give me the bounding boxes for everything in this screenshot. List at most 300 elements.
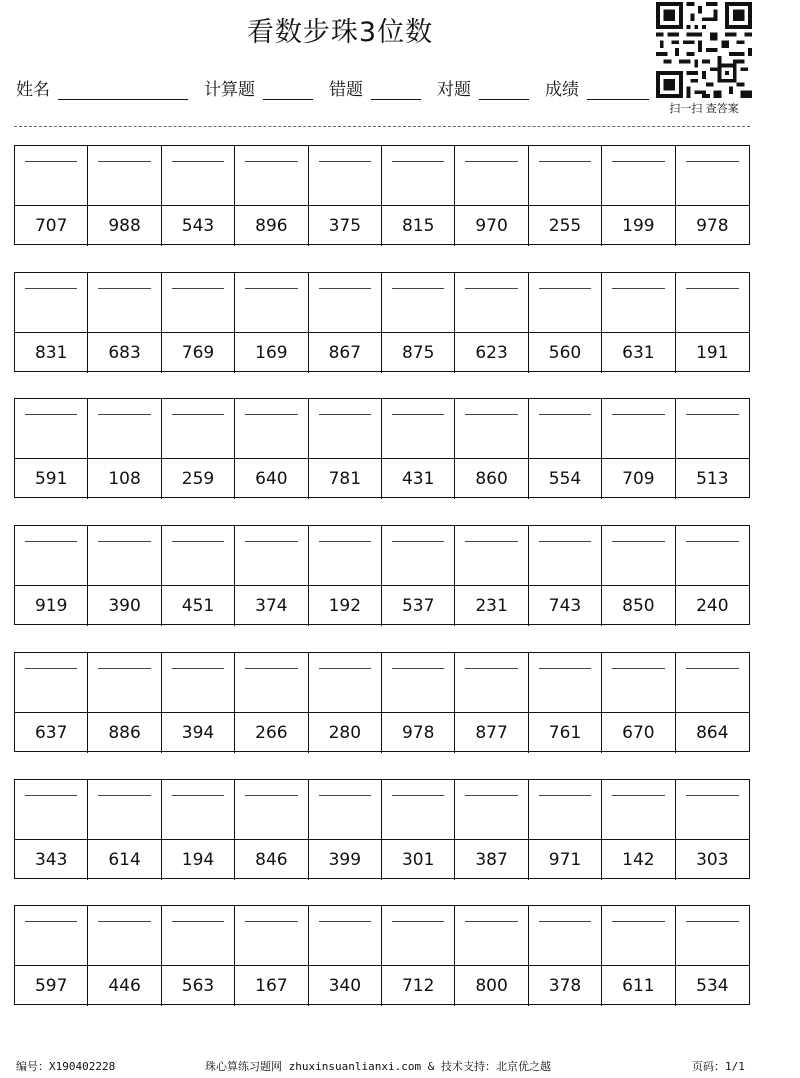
abacus-beam-line <box>319 795 371 796</box>
problem-number: 513 <box>696 469 729 490</box>
number-cell <box>88 966 161 1006</box>
info-label: 对题 <box>437 80 471 100</box>
footer-code: 编号：X190402228 <box>16 1060 116 1073</box>
problem-number: 988 <box>108 216 141 236</box>
problem-number: 670 <box>622 722 655 743</box>
problem-number: 451 <box>181 596 215 617</box>
abacus-beam-line <box>539 921 591 922</box>
abacus-drawing-cell[interactable] <box>235 780 308 840</box>
problem-number: 743 <box>548 596 582 617</box>
problem-number: 374 <box>255 596 288 617</box>
qr-code-icon <box>656 2 752 98</box>
abacus-beam-line <box>392 668 444 669</box>
abacus-beam-line <box>465 161 517 162</box>
number-cell <box>162 586 235 626</box>
abacus-beam-line <box>245 161 297 162</box>
problem-number: 712 <box>401 976 435 997</box>
problem-number: 191 <box>696 342 729 363</box>
abacus-beam-line <box>98 541 150 542</box>
number-cell <box>455 840 528 880</box>
abacus-beam-line <box>172 414 224 415</box>
abacus-drawing-cell[interactable] <box>88 526 161 586</box>
abacus-drawing-cell[interactable] <box>235 399 308 459</box>
number-cell <box>235 206 308 246</box>
problem-number: 199 <box>622 216 655 236</box>
abacus-drawing-cell[interactable] <box>162 780 235 840</box>
abacus-drawing-cell[interactable] <box>602 146 675 206</box>
exercise-block <box>14 905 750 1005</box>
abacus-beam-line <box>539 414 591 415</box>
abacus-beam-line <box>245 288 297 289</box>
abacus-beam-line <box>245 414 297 415</box>
number-cell <box>309 459 382 499</box>
abacus-beam-line <box>612 161 664 162</box>
abacus-drawing-cell[interactable] <box>382 780 455 840</box>
number-cell <box>455 966 528 1006</box>
abacus-drawing-cell[interactable] <box>162 653 235 713</box>
exercise-block <box>14 272 750 372</box>
number-cell <box>382 840 455 880</box>
abacus-drawing-cell[interactable] <box>455 399 528 459</box>
problem-number: 769 <box>181 342 215 363</box>
abacus-drawing-cell[interactable] <box>382 653 455 713</box>
number-cell <box>88 713 161 753</box>
problem-number: 761 <box>548 722 582 743</box>
problem-number: 970 <box>475 216 508 236</box>
number-cell <box>309 840 382 880</box>
problem-number: 259 <box>181 469 215 490</box>
abacus-beam-line <box>612 288 664 289</box>
abacus-drawing-cell[interactable] <box>382 526 455 586</box>
number-cell <box>602 459 675 499</box>
problem-number: 446 <box>108 976 141 997</box>
abacus-beam-line <box>245 541 297 542</box>
abacus-drawing-cell[interactable] <box>676 906 749 966</box>
problem-number: 875 <box>401 342 435 363</box>
number-cell <box>676 333 749 373</box>
problem-number: 537 <box>401 596 435 617</box>
problem-number: 394 <box>181 722 215 743</box>
number-cell <box>529 586 602 626</box>
number-cell <box>455 459 528 499</box>
abacus-beam-line <box>25 161 77 162</box>
number-cell <box>382 206 455 246</box>
abacus-drawing-cell[interactable] <box>309 780 382 840</box>
abacus-drawing-cell[interactable] <box>88 399 161 459</box>
abacus-drawing-cell[interactable] <box>88 146 161 206</box>
problem-number: 867 <box>328 342 362 363</box>
number-cell <box>162 713 235 753</box>
abacus-drawing-cell[interactable] <box>602 653 675 713</box>
footer-site: 珠心算练习题网 zhuxinsuanlianxi.com & 技术支持：北京优之越 <box>205 1060 551 1073</box>
number-cell <box>529 840 602 880</box>
abacus-drawing-cell[interactable] <box>455 653 528 713</box>
number-cell <box>309 206 382 246</box>
abacus-beam-line <box>686 795 739 796</box>
abacus-beam-line <box>539 795 591 796</box>
abacus-drawing-cell[interactable] <box>602 273 675 333</box>
number-cell <box>676 459 749 499</box>
problem-number: 800 <box>475 976 508 997</box>
problem-number: 231 <box>475 596 508 617</box>
abacus-drawing-cell[interactable] <box>162 273 235 333</box>
problem-number: 597 <box>34 976 68 997</box>
abacus-beam-line <box>25 668 77 669</box>
number-cell <box>15 840 88 880</box>
abacus-beam-line <box>539 161 591 162</box>
abacus-drawing-cell[interactable] <box>88 780 161 840</box>
info-label: 错题 <box>329 80 363 100</box>
abacus-beam-line <box>612 668 664 669</box>
abacus-drawing-cell[interactable] <box>455 906 528 966</box>
problem-number: 266 <box>255 722 288 743</box>
problem-number: 919 <box>34 596 68 617</box>
qr-caption: 扫一扫 查答案 <box>669 102 739 115</box>
number-cell <box>235 713 308 753</box>
number-cell <box>455 333 528 373</box>
abacus-drawing-cell[interactable] <box>529 526 602 586</box>
info-label: 成绩 <box>545 80 579 100</box>
number-cell <box>235 459 308 499</box>
number-cell <box>15 713 88 753</box>
abacus-drawing-cell[interactable] <box>676 146 749 206</box>
number-cell <box>529 333 602 373</box>
number-cell <box>235 966 308 1006</box>
abacus-drawing-cell[interactable] <box>235 653 308 713</box>
abacus-drawing-cell[interactable] <box>382 273 455 333</box>
number-cell <box>382 966 455 1006</box>
abacus-beam-line <box>172 921 224 922</box>
abacus-beam-line <box>98 668 150 669</box>
abacus-beam-line <box>98 921 150 922</box>
number-cell <box>455 206 528 246</box>
abacus-beam-line <box>98 161 150 162</box>
abacus-drawing-cell[interactable] <box>602 399 675 459</box>
problem-number: 978 <box>401 722 435 743</box>
abacus-drawing-cell[interactable] <box>309 399 382 459</box>
abacus-beam-line <box>686 288 739 289</box>
exercise-block <box>14 779 750 879</box>
problem-number: 375 <box>328 216 362 236</box>
abacus-beam-line <box>25 921 77 922</box>
number-cell <box>309 586 382 626</box>
worksheet-title: 看数步珠3位数 <box>246 17 434 48</box>
abacus-drawing-cell[interactable] <box>676 780 749 840</box>
number-cell <box>88 459 161 499</box>
number-cell <box>676 840 749 880</box>
problem-number: 640 <box>255 469 288 490</box>
abacus-drawing-cell[interactable] <box>235 906 308 966</box>
abacus-beam-line <box>392 414 444 415</box>
number-cell <box>676 713 749 753</box>
abacus-beam-line <box>319 161 371 162</box>
problem-number: 896 <box>255 216 288 236</box>
abacus-drawing-cell[interactable] <box>602 526 675 586</box>
abacus-beam-line <box>686 668 739 669</box>
problem-number: 387 <box>475 849 508 870</box>
abacus-beam-line <box>539 288 591 289</box>
problem-number: 378 <box>548 976 582 997</box>
abacus-drawing-cell[interactable] <box>529 146 602 206</box>
abacus-drawing-cell[interactable] <box>309 653 382 713</box>
abacus-beam-line <box>612 541 664 542</box>
abacus-drawing-cell[interactable] <box>88 906 161 966</box>
abacus-beam-line <box>686 921 739 922</box>
problem-number: 886 <box>108 722 141 743</box>
problem-number: 860 <box>475 469 508 490</box>
abacus-drawing-cell[interactable] <box>676 273 749 333</box>
abacus-beam-line <box>465 414 517 415</box>
problem-number: 637 <box>34 722 68 743</box>
number-cell <box>602 713 675 753</box>
abacus-drawing-cell[interactable] <box>235 273 308 333</box>
abacus-drawing-cell[interactable] <box>602 780 675 840</box>
problem-number: 399 <box>328 849 362 870</box>
problem-number: 877 <box>475 722 508 743</box>
number-cell <box>382 713 455 753</box>
number-cell <box>455 586 528 626</box>
abacus-drawing-cell[interactable] <box>309 526 382 586</box>
abacus-drawing-cell[interactable] <box>309 273 382 333</box>
abacus-beam-line <box>172 541 224 542</box>
abacus-drawing-cell[interactable] <box>15 906 88 966</box>
student-info-row <box>16 74 665 100</box>
abacus-beam-line <box>392 161 444 162</box>
number-cell <box>455 713 528 753</box>
abacus-beam-line <box>686 161 739 162</box>
abacus-beam-line <box>465 288 517 289</box>
abacus-beam-line <box>98 795 150 796</box>
number-cell <box>162 840 235 880</box>
abacus-drawing-cell[interactable] <box>162 526 235 586</box>
problem-number: 971 <box>548 849 582 870</box>
problem-number: 978 <box>696 216 729 236</box>
problem-number: 343 <box>34 849 68 870</box>
number-cell <box>602 206 675 246</box>
problem-number: 169 <box>255 342 288 363</box>
abacus-drawing-cell[interactable] <box>162 399 235 459</box>
problem-number: 831 <box>34 342 68 363</box>
problem-number: 340 <box>328 976 362 997</box>
abacus-drawing-cell[interactable] <box>676 653 749 713</box>
problem-number: 846 <box>255 849 288 870</box>
abacus-drawing-cell[interactable] <box>309 906 382 966</box>
abacus-beam-line <box>392 541 444 542</box>
abacus-drawing-cell[interactable] <box>15 653 88 713</box>
exercise-block <box>14 145 750 245</box>
problem-number: 142 <box>622 849 655 870</box>
abacus-beam-line <box>465 795 517 796</box>
abacus-beam-line <box>245 795 297 796</box>
problem-number: 563 <box>181 976 215 997</box>
number-cell <box>529 459 602 499</box>
abacus-drawing-cell[interactable] <box>15 780 88 840</box>
abacus-drawing-cell[interactable] <box>529 906 602 966</box>
abacus-beam-line <box>319 414 371 415</box>
number-cell <box>309 966 382 1006</box>
abacus-beam-line <box>319 668 371 669</box>
abacus-drawing-cell[interactable] <box>455 146 528 206</box>
number-cell <box>235 333 308 373</box>
number-cell <box>309 713 382 753</box>
exercise-block <box>14 525 750 625</box>
problem-number: 192 <box>328 596 362 617</box>
abacus-beam-line <box>25 414 77 415</box>
number-cell <box>382 459 455 499</box>
problem-number: 167 <box>255 976 288 997</box>
abacus-beam-line <box>172 795 224 796</box>
problem-number: 631 <box>622 342 655 363</box>
abacus-beam-line <box>465 668 517 669</box>
number-cell <box>235 586 308 626</box>
abacus-beam-line <box>686 541 739 542</box>
abacus-beam-line <box>98 288 150 289</box>
abacus-beam-line <box>245 921 297 922</box>
abacus-drawing-cell[interactable] <box>455 273 528 333</box>
abacus-beam-line <box>172 161 224 162</box>
abacus-beam-line <box>465 541 517 542</box>
problem-number: 301 <box>401 849 435 870</box>
abacus-beam-line <box>539 541 591 542</box>
number-cell <box>529 966 602 1006</box>
abacus-beam-line <box>686 414 739 415</box>
abacus-drawing-cell[interactable] <box>529 653 602 713</box>
problem-number: 390 <box>108 596 141 617</box>
problem-number: 683 <box>108 342 141 363</box>
dashed-divider <box>14 126 750 127</box>
problem-number: 781 <box>328 469 362 490</box>
problem-number: 108 <box>108 469 141 490</box>
abacus-drawing-cell[interactable] <box>235 146 308 206</box>
problem-number: 543 <box>181 216 215 236</box>
abacus-drawing-cell[interactable] <box>382 906 455 966</box>
abacus-beam-line <box>465 921 517 922</box>
abacus-beam-line <box>392 921 444 922</box>
number-cell <box>602 966 675 1006</box>
problem-number: 850 <box>622 596 655 617</box>
abacus-drawing-cell[interactable] <box>676 526 749 586</box>
abacus-beam-line <box>245 668 297 669</box>
abacus-beam-line <box>25 288 77 289</box>
abacus-drawing-cell[interactable] <box>88 653 161 713</box>
info-label: 计算题 <box>204 80 255 100</box>
number-cell <box>382 333 455 373</box>
number-cell <box>162 966 235 1006</box>
problem-number: 554 <box>548 469 582 490</box>
number-cell <box>162 459 235 499</box>
exercise-block <box>14 398 750 498</box>
abacus-drawing-cell[interactable] <box>235 526 308 586</box>
problem-number: 240 <box>696 596 729 617</box>
info-blank-line[interactable] <box>479 77 529 100</box>
number-cell <box>15 459 88 499</box>
number-cell <box>88 333 161 373</box>
number-cell <box>88 840 161 880</box>
info-label: 姓名 <box>16 80 50 100</box>
number-cell <box>15 586 88 626</box>
abacus-beam-line <box>98 414 150 415</box>
footer-page: 页码：1/1 <box>692 1060 745 1073</box>
abacus-drawing-cell[interactable] <box>15 146 88 206</box>
number-cell <box>88 586 161 626</box>
number-cell <box>162 206 235 246</box>
problem-number: 194 <box>181 849 215 870</box>
abacus-drawing-cell[interactable] <box>15 399 88 459</box>
abacus-drawing-cell[interactable] <box>15 273 88 333</box>
abacus-drawing-cell[interactable] <box>382 146 455 206</box>
exercise-block <box>14 652 750 752</box>
number-cell <box>602 840 675 880</box>
problem-number: 623 <box>475 342 508 363</box>
problem-number: 864 <box>696 722 729 743</box>
number-cell <box>162 333 235 373</box>
number-cell <box>309 333 382 373</box>
number-cell <box>235 840 308 880</box>
problem-number: 431 <box>401 469 435 490</box>
number-cell <box>529 713 602 753</box>
problem-number: 591 <box>34 469 68 490</box>
number-cell <box>676 966 749 1006</box>
number-cell <box>15 206 88 246</box>
abacus-beam-line <box>612 795 664 796</box>
number-cell <box>88 206 161 246</box>
problem-number: 611 <box>622 976 655 997</box>
abacus-drawing-cell[interactable] <box>676 399 749 459</box>
problem-number: 303 <box>696 849 729 870</box>
problem-number: 709 <box>622 469 655 490</box>
abacus-drawing-cell[interactable] <box>382 399 455 459</box>
abacus-drawing-cell[interactable] <box>162 146 235 206</box>
number-cell <box>15 333 88 373</box>
number-cell <box>15 966 88 1006</box>
problem-number: 815 <box>401 216 435 236</box>
abacus-drawing-cell[interactable] <box>455 526 528 586</box>
info-blank-line[interactable] <box>371 77 421 100</box>
abacus-drawing-cell[interactable] <box>309 146 382 206</box>
abacus-beam-line <box>319 541 371 542</box>
info-blank-line[interactable] <box>587 77 649 100</box>
number-cell <box>382 586 455 626</box>
abacus-beam-line <box>612 921 664 922</box>
problem-number: 255 <box>548 216 582 236</box>
number-cell <box>676 206 749 246</box>
abacus-beam-line <box>612 414 664 415</box>
problem-number: 707 <box>34 216 68 236</box>
abacus-drawing-cell[interactable] <box>529 780 602 840</box>
info-blank-line[interactable] <box>263 77 313 100</box>
abacus-beam-line <box>392 288 444 289</box>
number-cell <box>602 586 675 626</box>
abacus-drawing-cell[interactable] <box>529 399 602 459</box>
number-cell <box>529 206 602 246</box>
abacus-drawing-cell[interactable] <box>162 906 235 966</box>
number-cell <box>676 586 749 626</box>
abacus-drawing-cell[interactable] <box>15 526 88 586</box>
problem-number: 534 <box>696 976 729 997</box>
abacus-beam-line <box>319 921 371 922</box>
problem-number: 560 <box>548 342 582 363</box>
abacus-beam-line <box>172 288 224 289</box>
abacus-beam-line <box>392 795 444 796</box>
info-blank-line[interactable] <box>58 77 188 100</box>
number-cell <box>602 333 675 373</box>
abacus-drawing-cell[interactable] <box>602 906 675 966</box>
abacus-drawing-cell[interactable] <box>88 273 161 333</box>
problem-number: 280 <box>328 722 362 743</box>
abacus-drawing-cell[interactable] <box>455 780 528 840</box>
abacus-drawing-cell[interactable] <box>529 273 602 333</box>
abacus-beam-line <box>25 541 77 542</box>
